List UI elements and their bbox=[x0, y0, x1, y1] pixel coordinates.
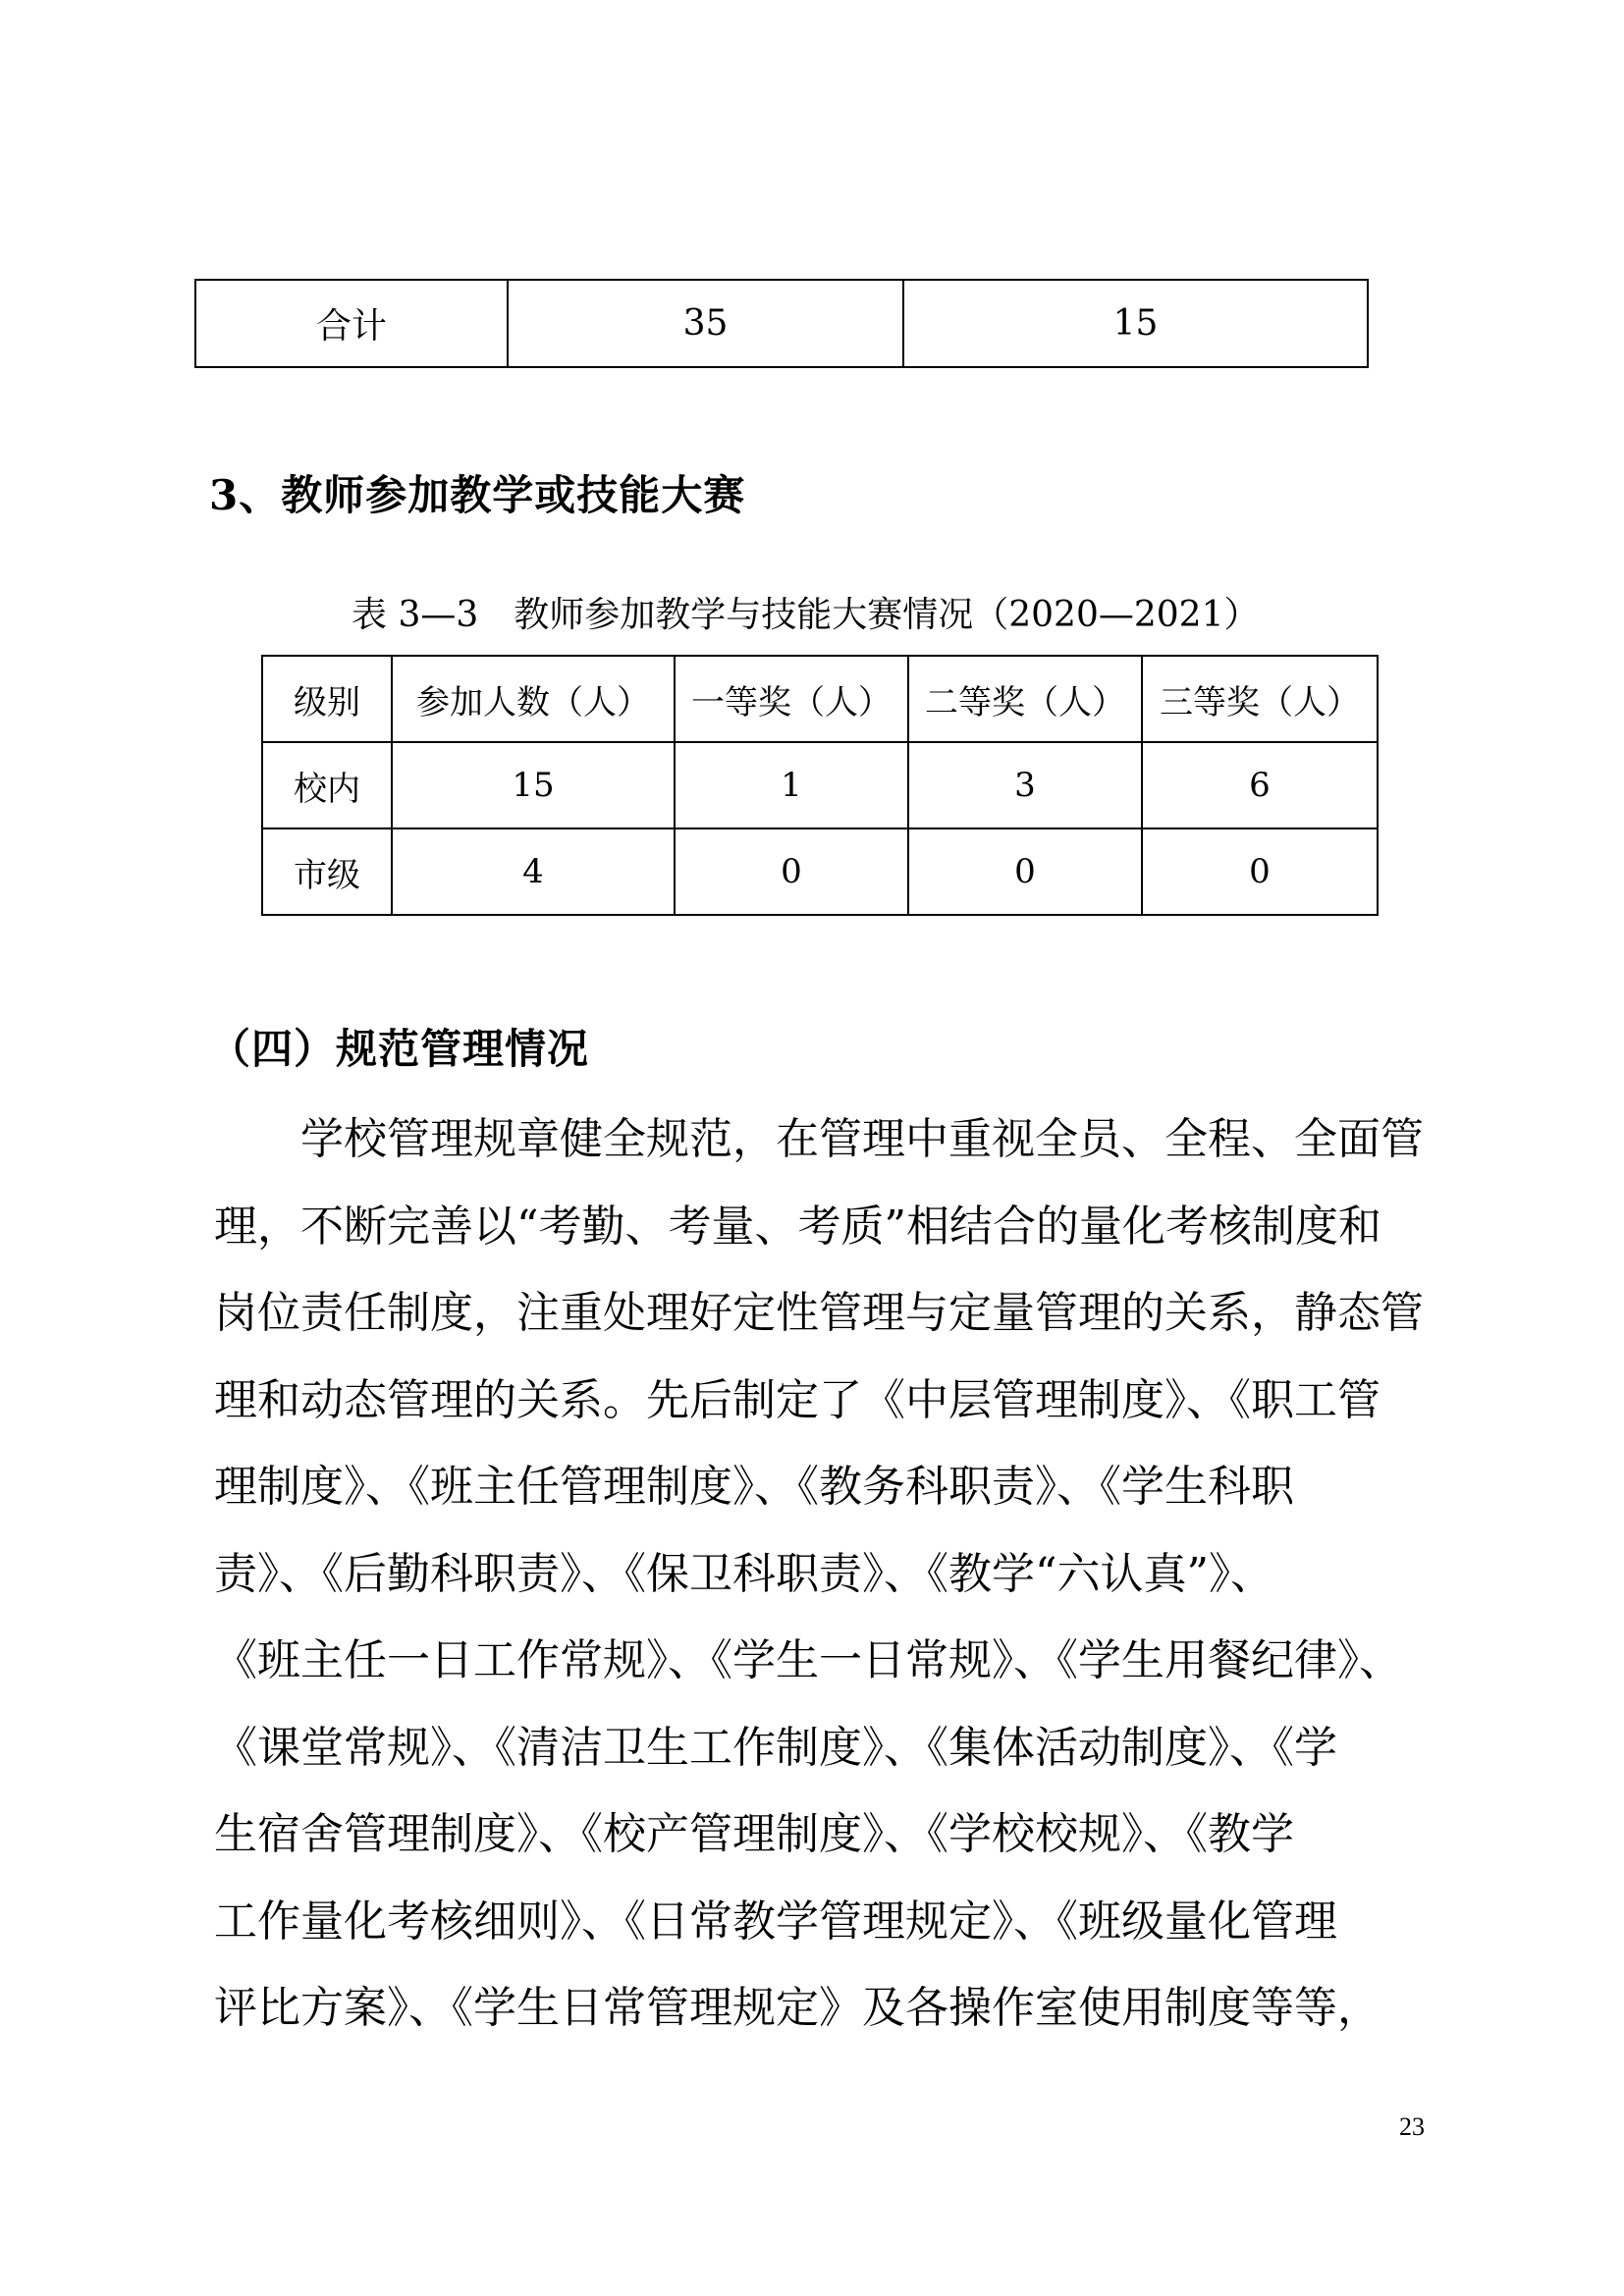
table-row bbox=[262, 828, 1378, 915]
paragraph-line: 生宿舍管理制度》、《校产管理制度》、《学校校规》、《教学 bbox=[214, 1809, 1294, 1859]
paragraph-line: 工作量化考核细则》、《日常教学管理规定》、《班级量化管理 bbox=[214, 1896, 1337, 1947]
table-cell: 0 bbox=[1142, 828, 1378, 915]
paragraph-line: 理和动态管理的关系。先后制定了《中层管理制度》、《职工管 bbox=[214, 1374, 1380, 1425]
column-header: 参加人数（人） bbox=[392, 656, 675, 742]
table-caption: 表 3—3 教师参加教学与技能大赛情况（2020—2021） bbox=[352, 595, 1260, 635]
section-heading: 3、教师参加教学或技能大赛 bbox=[209, 471, 746, 519]
table-cell: 合计 bbox=[195, 280, 508, 367]
table-cell: 3 bbox=[908, 742, 1142, 828]
paragraph-line: 责》、《后勤科职责》、《保卫科职责》、《教学“六认真”》、 bbox=[214, 1548, 1273, 1599]
summary-table bbox=[194, 279, 1369, 368]
page-number: 23 bbox=[1399, 2112, 1425, 2141]
table-cell: 1 bbox=[675, 742, 908, 828]
table-row bbox=[262, 742, 1378, 828]
paragraph-line: 学校管理规章健全规范，在管理中重视全员、全程、全面管 bbox=[214, 1114, 1424, 1164]
award-table bbox=[261, 655, 1379, 916]
column-header: 二等奖（人） bbox=[908, 656, 1142, 742]
paragraph-line: 评比方案》、《学生日常管理规定》及各操作室使用制度等等， bbox=[214, 1983, 1380, 2033]
body-paragraph bbox=[214, 1096, 1432, 2053]
table-cell: 0 bbox=[908, 828, 1142, 915]
column-header: 三等奖（人） bbox=[1142, 656, 1378, 742]
table-cell: 校内 bbox=[262, 742, 392, 828]
paragraph-line: 理，不断完善以“考勤、考量、考质”相结合的量化考核制度和 bbox=[214, 1201, 1381, 1252]
table-cell: 15 bbox=[392, 742, 675, 828]
column-header: 级别 bbox=[262, 656, 392, 742]
table-cell: 0 bbox=[675, 828, 908, 915]
table-cell: 15 bbox=[903, 280, 1368, 367]
paragraph-line: 岗位责任制度，注重处理好定性管理与定量管理的关系，静态管 bbox=[214, 1288, 1424, 1338]
paragraph-line: 《课堂常规》、《清洁卫生工作制度》、《集体活动制度》、《学 bbox=[214, 1722, 1337, 1773]
table-row bbox=[195, 280, 1368, 367]
subsection-heading: （四）规范管理情况 bbox=[209, 1025, 590, 1073]
table-cell: 6 bbox=[1142, 742, 1378, 828]
table-cell: 市级 bbox=[262, 828, 392, 915]
table-header-row bbox=[262, 656, 1378, 742]
paragraph-line: 《班主任一日工作常规》、《学生一日常规》、《学生用餐纪律》、 bbox=[214, 1635, 1402, 1685]
table-cell: 4 bbox=[392, 828, 675, 915]
column-header: 一等奖（人） bbox=[675, 656, 908, 742]
table-cell: 35 bbox=[508, 280, 903, 367]
paragraph-line: 理制度》、《班主任管理制度》、《教务科职责》、《学生科职 bbox=[214, 1462, 1294, 1512]
